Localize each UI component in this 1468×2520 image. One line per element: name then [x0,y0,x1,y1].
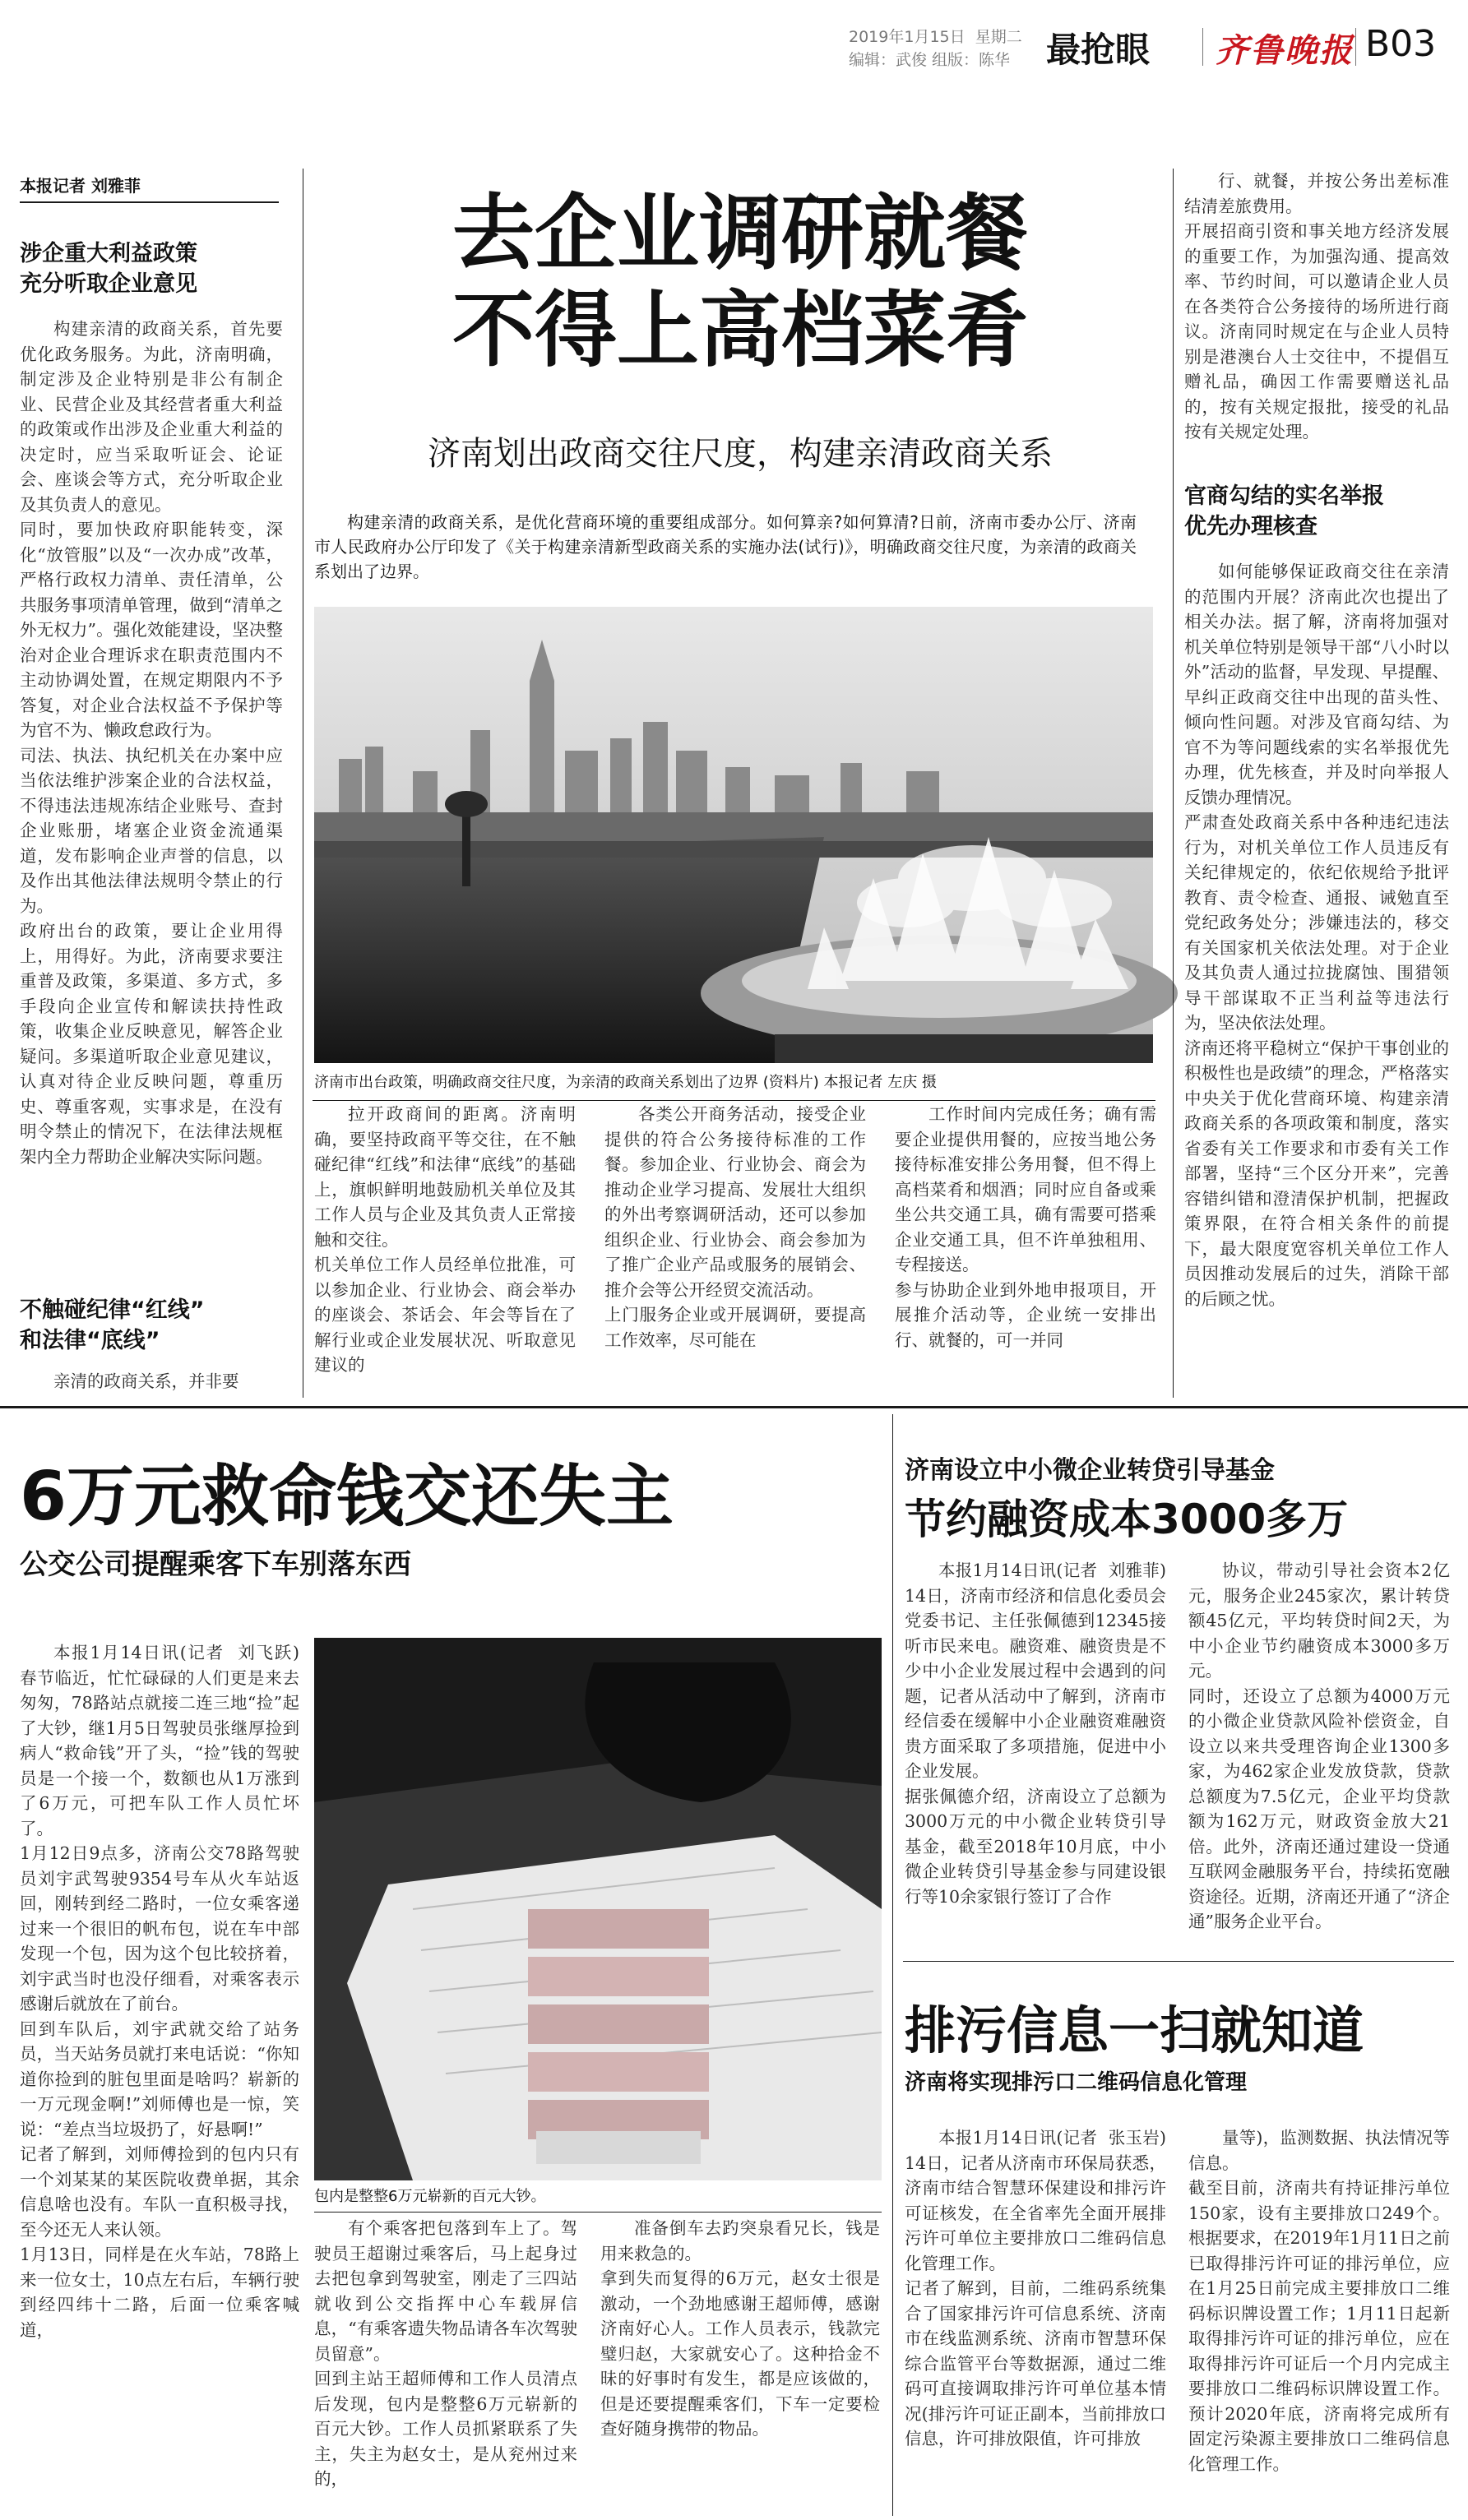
story2-photo [314,1638,882,2180]
story1-lead: 构建亲清的政商关系，是优化营商环境的重要组成部分。如何算亲?如何算清?日前，济南市委办公厅、济南市人民政府办公厅印发了《关于构建亲清新型政商关系的实施办法(试行)》，明确政商交往尺度，为亲清的政商关系划出了边界。 [314,512,1137,581]
story4-title: 排污信息一扫就知道 [905,2000,1364,2060]
story1-photo [314,607,1153,1063]
masthead [0,0,1468,78]
masthead-date: 2019年1月15日 星期二 [849,28,1022,46]
story3-title-line2: 节约融资成本3000多万 [905,1496,1349,1543]
story4-column-2: 量等)，监测数据、执法情况等信息。 截至目前，济南共有持证排污单位150家，设有主要排放口249个。根据要求，在2019年1月11日之前已取得排污许可证的排污单位，应在1月25日前完成主要排放口二维码标识牌设置工作；1月11日起新取得排污许可证的排污单位，应在取得排污许可证后一个月内完成主要排放口二维码标识牌设置工作。预计2020年底，济南将完成所有固定污染源主要排放口二维码信息化管理工作。 [1188,2128,1450,2474]
story2-column-3: 准备倒车去趵突泉看兄长，钱是用来救急的。 拿到失而复得的6万元，赵女士很是激动，一个劲地感谢王超师傅，感谢济南好心人。工作人员表示，钱款完璧归赵，大家就安心了。这种拾金不昧的好事时有发生，都是应该做的，但是还要提醒乘客们，下车一定要检查好随身携带的物品。 [600,2218,880,2439]
fountain-square-photo [314,607,1153,1063]
divider [20,201,279,203]
divider [313,1100,1155,1101]
story1-mid-column-1: 拉开政商间的距离。济南明确，要坚持政商平等交往，在不触碰纪律“红线”和法律“底线”的基础上，旗帜鲜明地鼓励机关单位及其工作人员与企业及其负责人正常接触和交往。 机关单位工作人员经单位批准，可以参加企业、行业协会、商会举办的座谈会、茶话会、年会等旨在了解行业或企业发展状况、听取意见建议的 [314,1104,576,1375]
column-rule [1173,169,1174,1398]
story1-left-head2: 不触碰纪律“红线” 和法律“底线” [20,1297,205,1353]
story2-column-1: 本报1月14日讯(记者 刘飞跃) 春节临近，忙忙碌碌的人们更是来去匆匆，78路站点就接二连三地“捡”起了大钞，继1月5日驾驶员张继厚捡到病人“救命钱”开了头，“捡”钱的驾驶员是一个接一个，数额也从1万涨到了6万元，可把车队工作人员忙坏了。 1月12日9点多，济南公交78路驾驶员刘宇武驾驶9354号车从火车站返回，刚转到经二路时，一位女乘客递过来一个很旧的帆布包，说在车中部发现一个包，因为这个包比较挤着，刘宇武当时也没仔细看，对乘客表示感谢后就放在了前台。 回到车队后，刘宇武就交给了站务员，当天站务员就打来电话说：“你知道你捡到的脏包里面是啥吗？崭新的一万元现金啊!”刘师傅也是一惊，笑说：“差点当垃圾扔了，好悬啊!” 记者了解到，刘师傅捡到的包内只有一个刘某某的某医院收费单据，其余信息啥也没有。车队一直积极寻找，至今还无人来认领。 1月13日，同样是在火车站，78路上来一位女士，10点左右后，车辆行驶到经四纬十二路，后面一位乘客喊道， [20,1643,299,2340]
story1-left-head: 涉企重大利益政策 充分听取企业意见 [20,241,197,297]
section-title: 最抢眼 [1046,30,1151,70]
story1-title-line2: 不得上高档菜肴 [452,282,1028,378]
story1-right-column-top: 行、就餐，并按公务出差标准结清差旅费用。 开展招商引资和事关地方经济发展的重要工作，为加强沟通、提高效率、节约时间，可以邀请企业人员在各类符合公务接待的场所进行商议。济南同时规定在与企业人员特别是港澳台人士交往中，不提倡互赠礼品，确因工作需要赠送礼品的，按有关规定报批，接受的礼品按有关规定处理。 [1184,171,1449,442]
story2-column-2: 有个乘客把包落到车上了。驾驶员王超谢过乘客后，马上起身过去把包拿到驾驶室，刚走了三四站就收到公交指挥中心车载屏信息，“有乘客遗失物品请各车次驾驶员留意”。 回到主站王超师傅和工作人员清点后发现，包内是整整6万元崭新的百元大钞。工作人员抓紧联系了失主，失主为赵女士，是从兖州过来的， [314,2218,577,2489]
column-rule [892,1414,893,2516]
story1-right-column: 如何能够保证政商交往在亲清的范围内开展？济南此次也提出了相关办法。据了解，济南将加强对机关单位特别是领导干部“八小时以外”活动的监督，早发现、早提醒、早纠正政商交往中出现的苗头性、倾向性问题。对涉及官商勾结、为官不为等问题线索的实名举报优先办理，优先核查，并及时向举报人反馈办理情况。 严肃查处政商关系中各种违纪违法行为，对机关单位工作人员违反有关纪律规定的，依纪依规给予批评教育、责令检查、通报、诫勉直至党纪政务处分；涉嫌违法的，移交有关国家机关依法处理。对于企业及其负责人通过拉拢腐蚀、围猎领导干部谋取不正当利益等违法行为，坚决依法处理。 济南还将平稳树立“保护干事创业的积极性也是政绩”的理念，严格落实中央关于优化营商环境、构建亲清政商关系的各项政策和制度，落实省委有关工作要求和市委有关工作部署，坚持“三个区分开来”，完善容错纠错和澄清保护机制，把握政策界限，在符合相关条件的前提下，最大限度宽容机关单位工作人员因推动发展后的过失，消除干部的后顾之忧。 [1184,562,1449,1309]
story1-left-column: 构建亲清的政商关系，首先要优化政务服务。为此，济南明确，制定涉及企业特别是非公有制企业、民营企业及其经营者重大利益的政策或作出涉及企业重大利益的决定时，应当采取听证会、论证会、座谈会等方式，充分听取企业及其负责人的意见。 同时，要加快政府职能转变，深化“放管服”以及“一次办成”改革，严格行政权力清单、责任清单，公共服务事项清单管理，做到“清单之外无权力”。强化效能建设，坚决整治对企业合理诉求在职责范围内不主动协调处置，在规定期限内不予答复，对企业合法权益不予保护等为官不为、懒政怠政行为。 司法、执法、执纪机关在办案中应当依法维护涉案企业的合法权益，不得违法违规冻结企业账号、查封企业账册，堵塞企业资金流通渠道，发布影响企业声誉的信息，以及作出其他法律法规明令禁止的行为。 政府出台的政策，要让企业用得上，用得好。为此，济南要求要注重普及政策，多渠道、多方式，多手段向企业宣传和解读扶持性政策，收集企业反映意见，解答企业疑问。多渠道听取企业意见建议，认真对待企业反映问题，尊重历史、尊重客观，实事求是，在没有明令禁止的情况下，在法律法规框架内全力帮助企业解决实际问题。 [20,319,283,1167]
story3-title-line1: 济南设立中小微企业转贷引导基金 [905,1456,1275,1485]
story4-subtitle: 济南将实现排污口二维码信息化管理 [905,2070,1248,2095]
story2-subtitle: 公交公司提醒乘客下车别落东西 [20,1548,411,1581]
story1-headline [313,185,1168,379]
story2-title: 6万元救命钱交还失主 [20,1458,674,1536]
paper-logo: 齐鲁晚报 [1216,31,1354,70]
divider [314,2212,882,2213]
masthead-editors: 编辑：武俊 组版：陈华 [849,51,1011,69]
cash-bag-photo [314,1638,882,2180]
story1-subtitle: 济南划出政商交往尺度，构建亲清政商关系 [428,435,1053,473]
masthead-divider [1355,28,1356,66]
story1-title-line1: 去企业调研就餐 [452,185,1028,281]
story1-left-column-end: 亲清的政商关系，并非要 [53,1371,239,1391]
section-divider [0,1406,1468,1408]
story1-mid-column-2: 各类公开商务活动，接受企业提供的符合公务接待标准的工作餐。参加企业、行业协会、商会为推动企业学习提高、发展壮大组织的外出考察调研活动，还可以参加组织企业、行业协会、商会参加为了推广企业产品或服务的展销会、推介会等公开经贸交流活动。 上门服务企业或开展调研，要提高工作效率，尽可能在 [604,1104,866,1350]
page-number: B03 [1365,23,1437,65]
divider [903,1961,1454,1962]
story2-photo-caption: 包内是整整6万元崭新的百元大钞。 [314,2188,546,2205]
story4-column-1: 本报1月14日讯(记者 张玉岩) 14日，记者从济南市环保局获悉，济南市结合智慧环保建设和排污许可证核发，在全省率先全面开展排污许可单位主要排放口二维码信息化管理工作。 记者了解到，目前，二维码系统集合了国家排污许可信息系统、济南市在线监测系统、济南市智慧环保综合监管平台等数据源，通过二维码可直接调取排污许可单位基本情况(排污许可证正副本，当前排放口信息，许可排放限值，许可排放 [905,2128,1166,2448]
story1-photo-caption: 济南市出台政策，明确政商交往尺度，为亲清的政商关系划出了边界 (资料片) 本报记者 左庆 摄 [314,1074,937,1091]
story1-mid-column-3: 工作时间内完成任务；确有需要企业提供用餐的，应按当地公务接待标准安排公务用餐，但不得上高档菜肴和烟酒；同时应自备或乘坐公共交通工具，确有需要可搭乘企业交通工具，但不许单独租用、专程接送。 参与协助企业到外地申报项目，开展推介活动等，企业统一安排出行、就餐的，可一并同 [895,1104,1156,1350]
story1-right-head: 官商勾结的实名举报 优先办理核查 [1184,483,1384,539]
story3-column-1: 本报1月14日讯(记者 刘雅菲) 14日，济南市经济和信息化委员会党委书记、主任张佩德到12345接听市民来电。融资难、融资贵是不少中小企业发展过程中会遇到的问题，记者从活动中了解到，济南市经信委在缓解中小企业融资难融资贵方面采取了多项措施，促进中小企业发展。 据张佩德介绍，济南设立了总额为3000万元的中小微企业转贷引导基金，截至2018年10月底，中小微企业转贷引导基金参与同建设银行等10余家银行签订了合作 [905,1561,1166,1907]
story3-column-2: 协议，带动引导社会资本2亿元，服务企业245家次，累计转贷额45亿元，平均转贷时间2天，为中小企业节约融资成本3000多万元。 同时，还设立了总额为4000万元的小微企业贷款风险补偿资金，自设立以来共受理咨询企业1300多家，为462家企业发放贷款，贷款总额度为7.5亿元，企业平均贷款额为162万元，财政资金放大21倍。此外，济南还通过建设一贷通互联网金融服务平台，持续拓宽融资途径。近期，济南还开通了“济企通”服务企业平台。 [1188,1561,1450,1931]
story1-reporter: 本报记者 刘雅菲 [20,176,141,196]
masthead-divider [1202,28,1203,66]
